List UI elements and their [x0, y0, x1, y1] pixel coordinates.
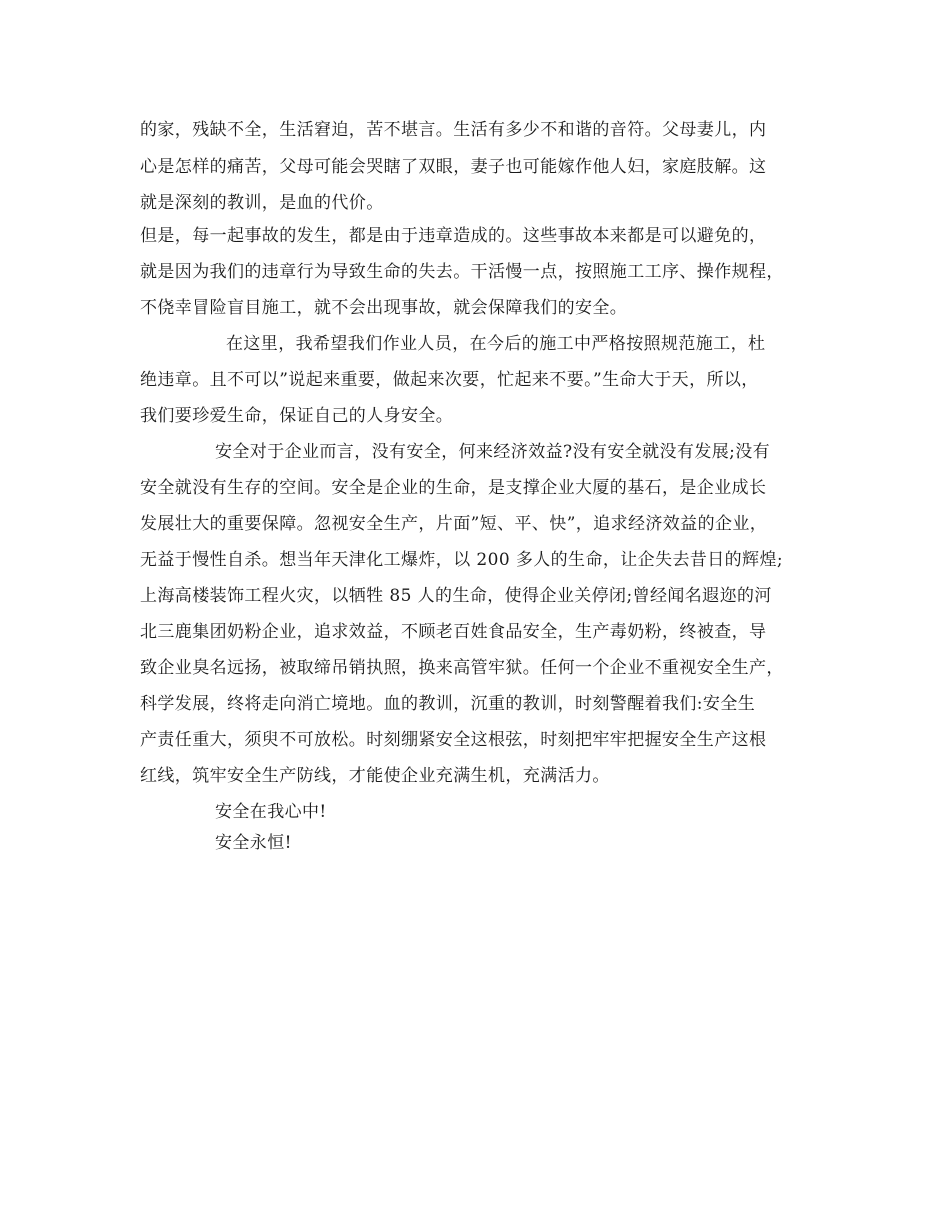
paragraph-line: 科学发展，终将走向消亡境地。血的教训，沉重的教训，时刻警醒着我们:安全生	[140, 694, 756, 714]
paragraph-line: 上海高楼装饰工程火灾，以牺牲 85 人的生命，使得企业关停闭;曾经闻名遐迩的河	[140, 586, 772, 606]
paragraph-line: 产责任重大，须臾不可放松。时刻绷紧安全这根弦，时刻把牢牢把握安全生产这根	[140, 730, 767, 750]
paragraph-line: 但是，每一起事故的发生，都是由于违章造成的。这些事故本来都是可以避免的，	[140, 226, 767, 246]
paragraph-line: 绝违章。且不可以”说起来重要，做起来次要，忙起来不要。”生命大于天，所以，	[140, 370, 759, 390]
paragraph-line: 安全对于企业而言，没有安全，何来经济效益?没有安全就没有发展;没有	[215, 442, 771, 462]
paragraph-line: 心是怎样的痛苦，父母可能会哭瞎了双眼，妻子也可能嫁作他人妇，家庭肢解。这	[140, 157, 767, 177]
paragraph-line: 无益于慢性自杀。想当年天津化工爆炸，以 200 多人的生命，让企失去昔日的辉煌;	[140, 550, 783, 570]
paragraph-line: 就是深刻的教训，是血的代价。	[140, 193, 384, 213]
paragraph-line: 安全在我心中!	[215, 802, 327, 822]
paragraph-line: 致企业臭名远扬，被取缔吊销执照，换来高管牢狱。任何一个企业不重视安全生产，	[140, 658, 784, 678]
paragraph-line: 我们要珍爱生命，保证自己的人身安全。	[140, 406, 454, 426]
paragraph-line: 发展壮大的重要保障。忽视安全生产，片面”短、平、快”，追求经济效益的企业，	[140, 514, 768, 534]
paragraph-line: 就是因为我们的违章行为导致生命的失去。干活慢一点，按照施工工序、操作规程，	[140, 262, 784, 282]
paragraph-line: 北三鹿集团奶粉企业，追求效益，不顾老百姓食品安全，生产毒奶粉，终被查，导	[140, 622, 767, 642]
paragraph-line: 安全就没有生存的空间。安全是企业的生命，是支撑企业大厦的基石，是企业成长	[140, 478, 767, 498]
paragraph-line: 在这里，我希望我们作业人员，在今后的施工中严格按照规范施工，杜	[226, 334, 766, 354]
paragraph-line: 的家，残缺不全，生活窘迫，苦不堪言。生活有多少不和谐的音符。父母妻儿，内	[140, 120, 767, 140]
paragraph-line: 红线，筑牢安全生产防线，才能使企业充满生机，充满活力。	[140, 766, 610, 786]
paragraph-line: 不侥幸冒险盲目施工，就不会出现事故，就会保障我们的安全。	[140, 298, 628, 318]
paragraph-line: 安全永恒!	[215, 833, 292, 853]
